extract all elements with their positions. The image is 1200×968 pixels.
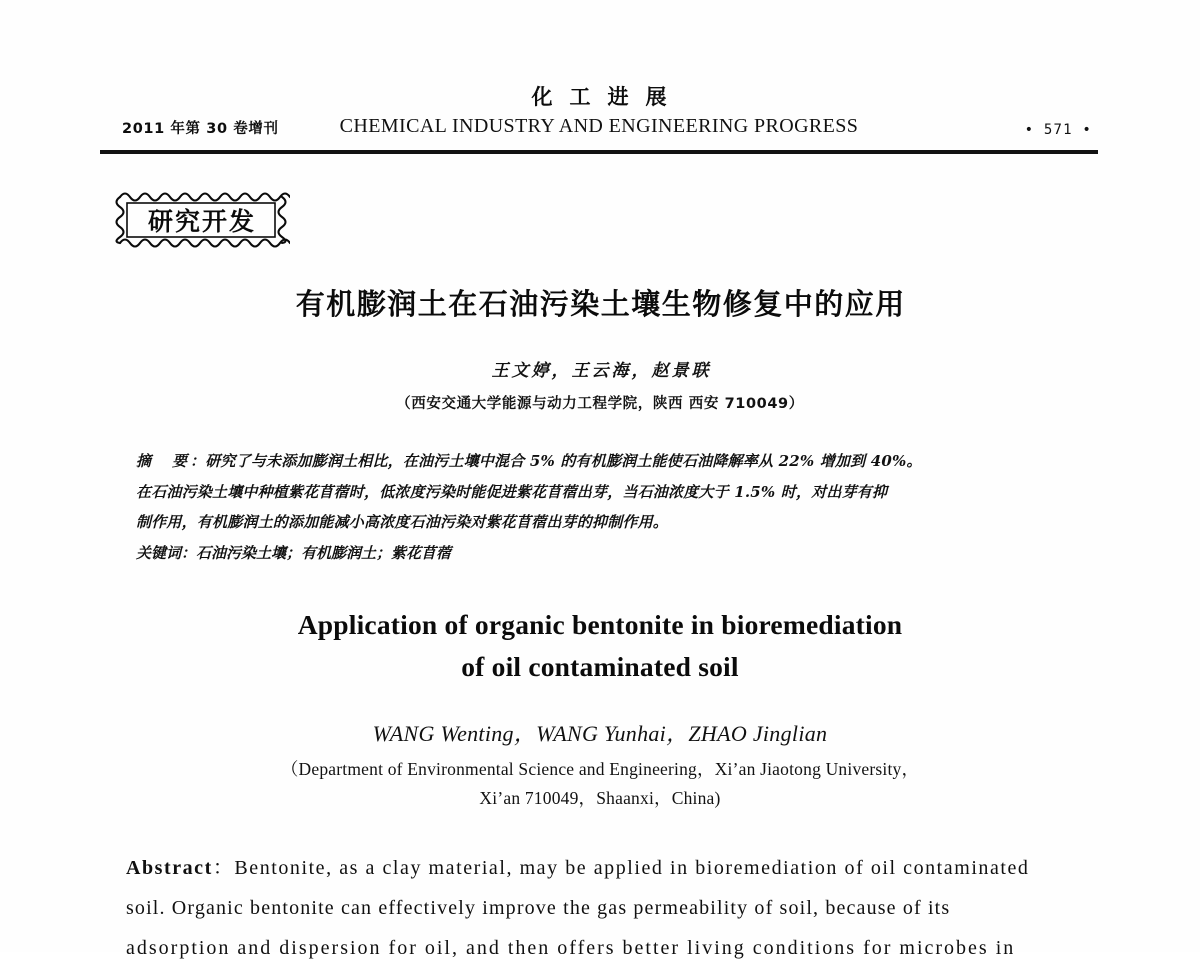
abstract-cn-line-3: 制作用，有机膨润土的添加能减小高浓度石油污染对紫花苜蓿出芽的抑制作用。 [136, 513, 669, 531]
affiliation-en [100, 755, 1100, 813]
running-head-row [100, 113, 1098, 141]
abstract-en-separator: ： [212, 857, 235, 879]
abstract-en-line-3: adsorption and dispersion for oil, and then offers better living conditions for microbes in [126, 937, 1016, 959]
abstract-en-line-1 [126, 848, 1084, 888]
abstract-cn-separator: ： [190, 452, 206, 470]
abstract-cn-line-1 [136, 446, 1080, 477]
journal-name-en: CHEMICAL INDUSTRY AND ENGINEERING PROGRESS [339, 115, 859, 137]
running-head [100, 84, 1098, 146]
keywords-cn-separator: ： [181, 544, 197, 562]
abstract-cn-label: 摘 要 [136, 452, 191, 470]
issue-designation: 2011 年第 30 卷增刊 [122, 121, 279, 137]
abstract-en-text-1: Bentonite, as a clay material, may be applied in bioremediation of oil contaminated [234, 857, 1030, 879]
keywords-cn-value: 石油污染土壤；有机膨润土；紫花苜蓿 [196, 544, 452, 562]
abstract-en-label: Abstract [126, 857, 213, 879]
affiliation-cn: （西安交通大学能源与动力工程学院，陕西 西安 710049） [396, 396, 804, 412]
abstract-en [126, 848, 1084, 968]
journal-name-cn: 化工进展 [531, 85, 684, 109]
page-number: • 571 • [1024, 122, 1092, 138]
affiliation-en-line-2: Xi’an 710049，Shaanxi，China) [479, 788, 721, 808]
header-divider-rule [100, 150, 1098, 154]
abstract-cn-line-2: 在石油污染土壤中种植紫花苜蓿时，低浓度污染时能促进紫花苜蓿出芽，当石油浓度大于 1.5% 时，对出芽有抑 [136, 482, 888, 501]
affiliation-en-line-1: （Department of Environmental Science and Engineering，Xi’an Jiaotong University， [280, 759, 920, 779]
article-title-en-line-1: Application of organic bentonite in bioremediation [297, 609, 903, 640]
article-title-cn: 有机膨润土在石油污染土壤生物修复中的应用 [295, 287, 906, 321]
abstract-en-line-2: soil. Organic bentonite can effectively improve the gas permeability of soil, because of its [126, 897, 951, 919]
section-stamp-label: 研究开发 [147, 207, 256, 236]
keywords-cn-label: 关键词 [136, 544, 182, 562]
authors-en: WANG Wenting，WANG Yunhai，ZHAO Jinglian [372, 721, 828, 746]
keywords-cn [136, 538, 1080, 568]
authors-cn: 王文婷，王云海，赵景联 [491, 361, 712, 381]
section-stamp [112, 186, 290, 254]
abstract-cn-text-1: 研究了与未添加膨润土相比，在油污土壤中混合 5% 的有机膨润土能使石油降解率从 22% 增加到 40%。 [205, 452, 922, 470]
abstract-cn [136, 446, 1080, 538]
article-title-en [100, 604, 1100, 688]
article-title-en-line-2: of oil contaminated soil [461, 651, 739, 682]
